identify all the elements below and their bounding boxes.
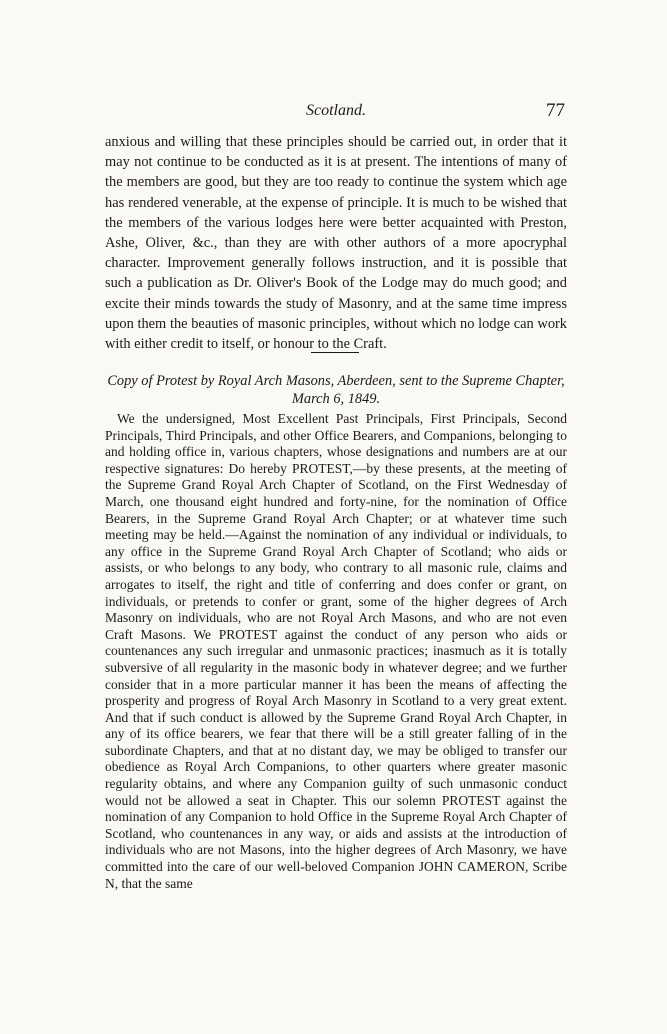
section-divider: [311, 352, 359, 353]
protest-heading: Copy of Protest by Royal Arch Masons, Aberdeen, sent to the Supreme Chapter, March 6, 1849.: [107, 373, 565, 407]
body-paragraph-1: anxious and willing that these principles should be carried out, in order that it may not continue to be conducted as it is at present. The intentions of many of the members are good, but they are too ready to continue the system which age has rendered venerable, at the expense of principle. It is much to be wished that the members of the various lodges here were better acquainted with Preston, Ashe, Oliver, &c., than they are with other authors of a more apocryphal character. Improvement generally follows instruction, and it is possible that such a publication as Dr. Oliver's Book of the Lodge may do much good; and excite their minds towards the study of Masonry, and at the same time impress upon them the beauties of masonic principles, without which no lodge can work with either credit to itself, or honour to the Craft.: [105, 134, 567, 353]
page-header: [105, 102, 567, 126]
page-number: 77: [546, 100, 565, 121]
body-paragraph-2: We the undersigned, Most Excellent Past Principals, First Principals, Second Principals, Third Principals, and other Office Bearers, and Companions, belonging to and holding office in, various chapters, whose designations and numbers are at our respective signatures: Do hereby PROTEST,—by these presents, at the meeting of the Supreme Grand Royal Arch Chapter of Scotland, on the First Wednesday of March, one thousand eight hundred and forty-nine, for the nomination of Office Bearers, in the Supreme Grand Royal Arch Chapter; or at whatever time such meeting may be held.—Against the nomination of any individual or individuals, to any office in the Supreme Grand Royal Arch Chapter of Scotland; who aids or assists, or who belongs to any body, who contrary to all masonic rule, claims and arrogates to itself, the right and title of conferring and does confer or grant, on individuals, or pretends to confer or grant, some of the higher degrees of Arch Masonry on individuals, who are not Royal Arch Masons, and who are not even Craft Masons. We PROTEST against the conduct of any person who aids or countenances any such irregular and unmasonic practices; inasmuch as it is totally subversive of all regularity in the masonic body in whatever degree; and we further consider that in a more particular manner it has been the means of affecting the prosperity and progress of Royal Arch Masonry in Scotland to a very great extent. And that if such conduct is allowed by the Supreme Grand Royal Arch Chapter, in any of its office bearers, we fear that there will be a still greater falling of in the subordinate Chapters, and that at no distant day, we may be obliged to transfer our obedience as Royal Arch Companions, to other quarters where greater masonic regularity obtains, and where any Companion guilty of such unmasonic conduct would not be allowed a seat in Chapter. This our solemn PROTEST against the nomination of any Companion to hold Office in the Supreme Royal Arch Chapter of Scotland, who countenances in any way, or aids and assists at the introduction of individuals who are not Masons, into the higher degrees of Arch Masonry, we have committed into the care of our well-beloved Companion JOHN CAMERON, Scribe N, that the same: [105, 411, 567, 891]
running-head: Scotland.: [306, 102, 366, 119]
